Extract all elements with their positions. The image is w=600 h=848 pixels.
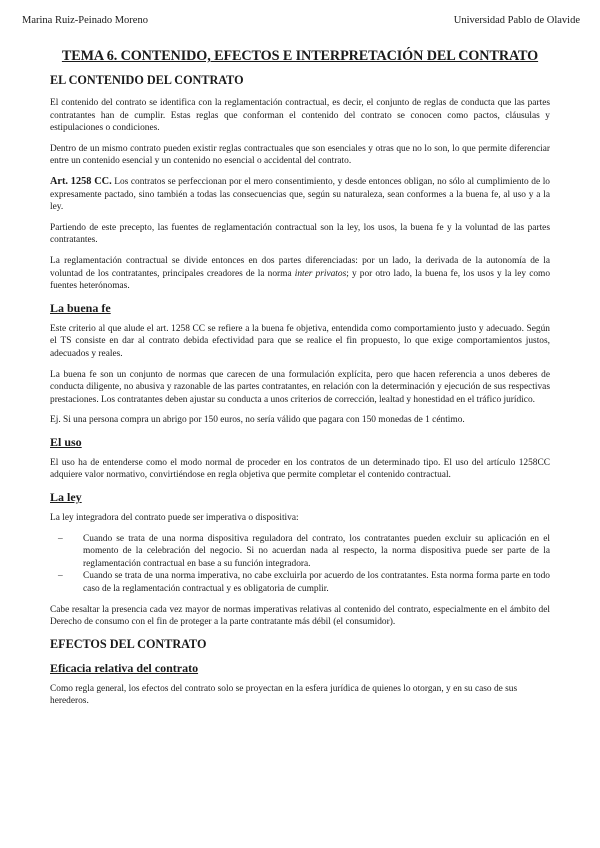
paragraph [50, 255, 550, 293]
subheading-uso: El uso [50, 434, 82, 449]
subheading-eficacia-relativa: Eficacia relativa del contrato [50, 660, 199, 675]
italic-term: inter privatos [294, 268, 347, 279]
paragraph: El uso ha de entenderse como el modo normal de proceder en los contratos de un determinado tipo. El uso del artículo 1258CC adquiere valor normativo, convirtiéndose en regla objetiva que permite completar el contenido contractual. [50, 457, 550, 481]
header-university: Universidad Pablo de Olavide [453, 15, 580, 26]
document-body [50, 48, 550, 716]
paragraph: La ley integradora del contrato puede ser imperativa o dispositiva: [50, 513, 299, 524]
list-item [50, 570, 550, 595]
list-item-text: reguladora del contrato, los contratantes pueden excluir su aplicación en el momento de la celebración del negocio. Si no acuerdan nada al respecto, la norma dispositiva puede ser parte de la reglamentación contractual en base a su función integradora. [83, 533, 551, 569]
paragraph: La buena fe son un conjunto de normas que carecen de una formulación explícita, pero que hacen referencia a unos deberes de conducta diligente, no abusiva y razonable de las partes contratantes, en relación con la determinación y ejecución de sus respectivas prestaciones. Los contratantes deben ajustar su conducta a unos criterios de corrección, lealtad y honestidad en el tráfico jurídico. [50, 369, 550, 405]
list-item [50, 533, 550, 571]
article-reference: Art. 1258 CC. [50, 175, 112, 187]
subheading-ley: La ley [50, 490, 82, 505]
dash-bullet: – [58, 533, 63, 544]
section-heading-efectos: EFECTOS DEL CONTRATO [50, 636, 207, 651]
paragraph-example: Ej. Si una persona compra un abrigo por 150 euros, no sería válido que pagara con 150 monedas de 1 céntimo. [50, 415, 465, 426]
paragraph: Dentro de un mismo contrato pueden existir reglas contractuales que son esenciales y otras que no lo son, lo que permite diferenciar entre un contenido esencial y un contenido no esencial o accidental del contrato. [50, 143, 550, 167]
paragraph-text: ; y por otro lado, la buena fe, los usos y la ley como fuentes heterónomas. [50, 268, 551, 292]
list-item-text: , no cabe excluirla por acuerdo de los contratantes. Esta norma forma parte en todo caso de la reglamentación contractual y es obligatoria de cumplir. [83, 571, 550, 595]
paragraph: Como regla general, los efectos del contrato solo se proyectan en la esfera jurídica de quienes lo otorgan, y en su caso de sus herederos. [50, 683, 518, 707]
paragraph: Este criterio al que alude el art. 1258 CC se refiere a la buena fe objetiva, entendida como comportamiento justo y adecuado. Según el TS consiste en dar al contrato debida efectividad para que se realice el fin propuesto, lo que exige comportamientos justos, adecuados y reales. [50, 323, 550, 359]
list-item-text: Cuando se trata de una [83, 533, 180, 544]
paragraph-art-1258 [50, 176, 550, 214]
subheading-buena-fe: La buena fe [50, 300, 111, 315]
paragraph-text: La reglamentación contractual se divide entonces en dos partes diferenciadas: por un lado, la derivada de la autonomía de la voluntad de los contratantes, principales creadores de la norma [50, 255, 550, 279]
paragraph: Cabe resaltar la presencia cada vez mayor de normas imperativas relativas al contenido del contrato, especialmente en el ámbito del Derecho de consumo con el fin de proteger a la parte contratante más débil (el consumidor). [50, 604, 550, 628]
paragraph-text: Los contratos se perfeccionan por el mero consentimiento, y desde entonces obligan, no sólo al cumplimiento de lo expresamente pactado, sino también a todas las consecuencias que, según su naturaleza, sean conformes a la buena fe, al uso y a la ley. [50, 176, 550, 213]
page-title: TEMA 6. CONTENIDO, EFECTOS E INTERPRETACIÓN DEL CONTRATO [61, 48, 539, 64]
paragraph: Partiendo de este precepto, las fuentes de reglamentación contractual son la ley, los usos, la buena fe y la voluntad de las partes contratantes. [50, 222, 550, 246]
bullet-list [50, 533, 550, 596]
list-item-text: Cuando se trata de una [83, 571, 172, 582]
dash-bullet: – [58, 571, 63, 582]
header-author: Marina Ruiz-Peinado Moreno [22, 15, 148, 26]
section-heading-contenido: EL CONTENIDO DEL CONTRATO [50, 73, 244, 87]
underlined-term: norma dispositiva [179, 533, 249, 544]
paragraph: El contenido del contrato se identifica con la reglamentación contractual, es decir, el conjunto de reglas de conducta que las partes contratantes han de cumplir. Estas reglas que conforman el contenido del contrato se conocen como pactos, cláusulas y estipulaciones o condiciones. [50, 98, 550, 134]
underlined-term: norma imperativa [171, 571, 238, 582]
